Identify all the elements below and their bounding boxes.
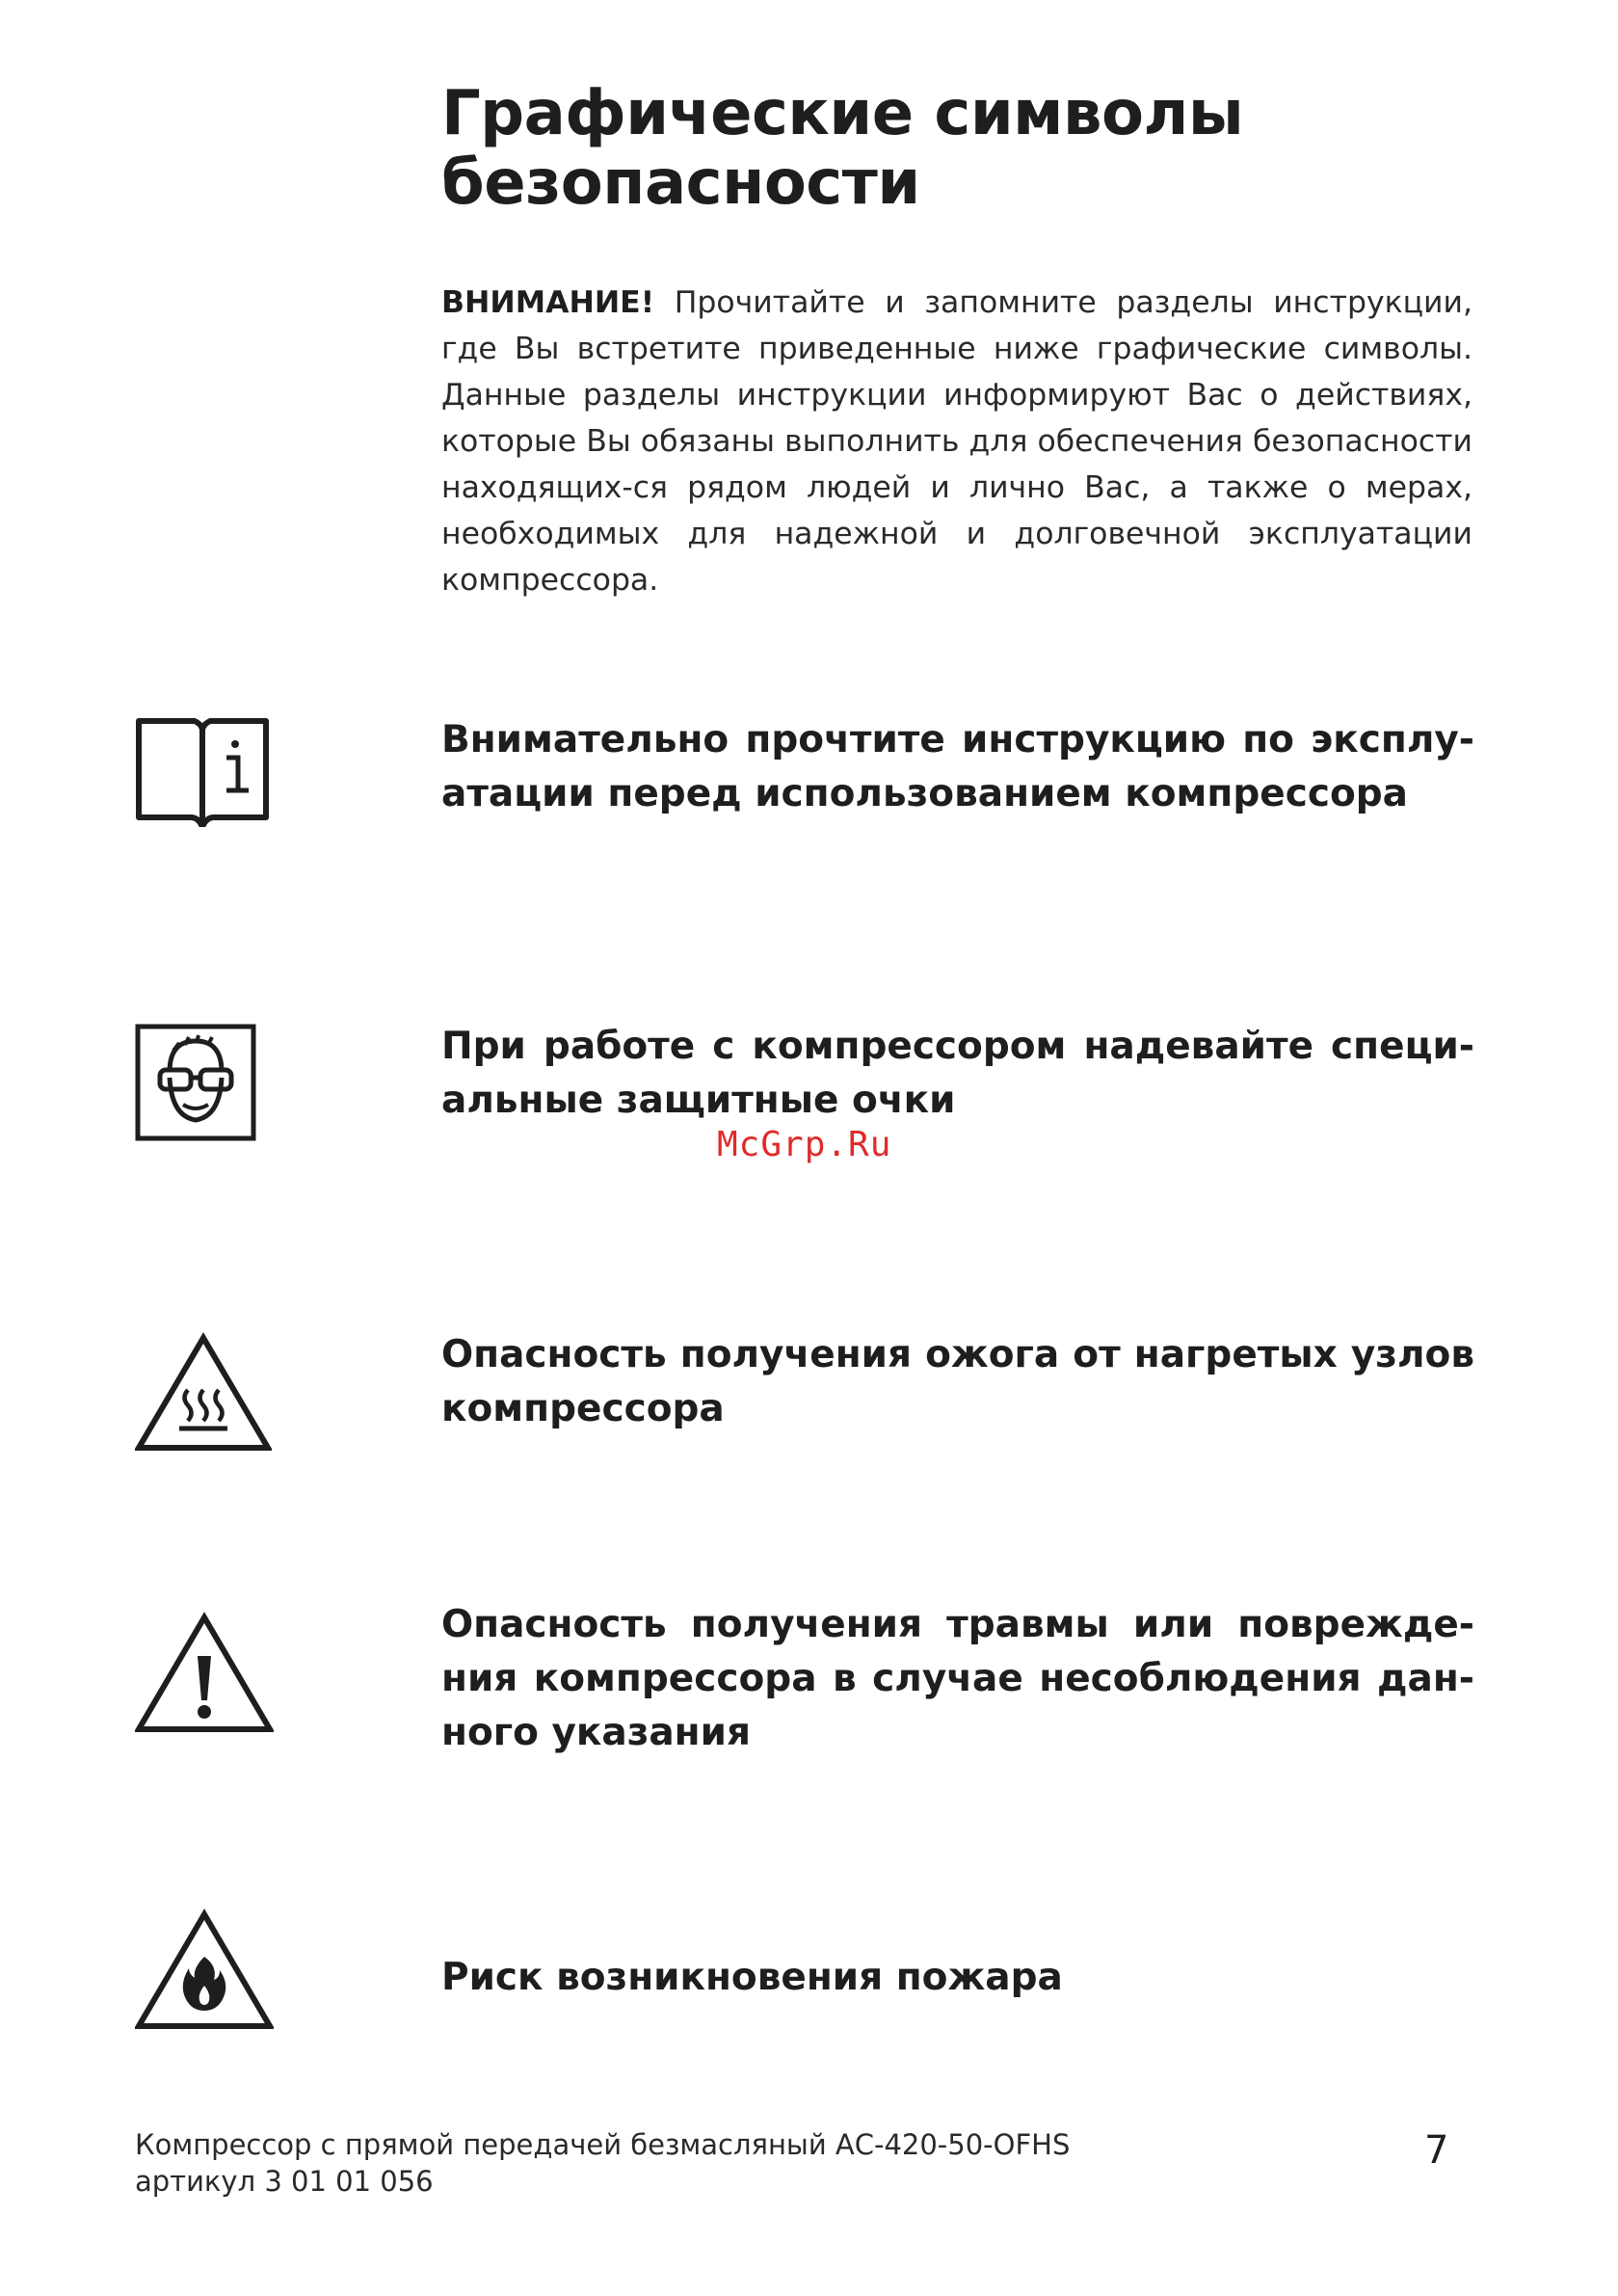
intro-paragraph: [441, 280, 1472, 603]
fire-hazard-icon: [135, 1909, 274, 2030]
intro-text: Прочитайте и запомните разделы инструкции, где Вы встретите приведенные ниже графические символы. Данные разделы инструкции информируют Вас о действиях, которые Вы обязаны выполнить для обеспечения безопасности находящих-ся рядом людей и лично Вас, а также о мерах, необходимых для надежной и долговечной эксплуатации компрессора.: [441, 285, 1473, 598]
general-warning-icon: [135, 1612, 274, 1733]
footer-article: артикул 3 01 01 056: [135, 2165, 434, 2198]
page-title: [441, 79, 1501, 218]
hot-surface-warning-icon: [135, 1332, 272, 1452]
safety-glasses-icon: [135, 1024, 256, 1141]
symbol-text-hot-surface: Опасность получения ожога от нагретых узлов компрессора: [441, 1333, 1474, 1430]
footer: [135, 2126, 1465, 2200]
symbol-text-manual: Внимательно прочтите инструкцию по эксплу-атации перед использованием компрессора: [441, 718, 1474, 815]
footer-product: Компрессор с прямой передачей безмасляный АС-420-50-OFHS: [135, 2128, 1071, 2161]
symbol-text-warning: Опасность получения травмы или поврежде-ния компрессора в случае несоблюдения дан-ного указания: [441, 1603, 1474, 1754]
page-title-line1: Графические символы: [441, 78, 1244, 149]
manual-info-icon: [135, 713, 270, 827]
intro-warning-lead: ВНИМАНИЕ!: [441, 285, 655, 320]
watermark: McGrp.Ru: [717, 1125, 892, 1164]
symbol-text-glasses: При работе с компрессором надевайте специ-альные защитные очки: [441, 1025, 1474, 1122]
page-number: 7: [1424, 2128, 1449, 2173]
page-title-line2: безопасности: [441, 147, 920, 219]
symbol-text-fire: Риск возникновения пожара: [441, 1956, 1063, 1999]
